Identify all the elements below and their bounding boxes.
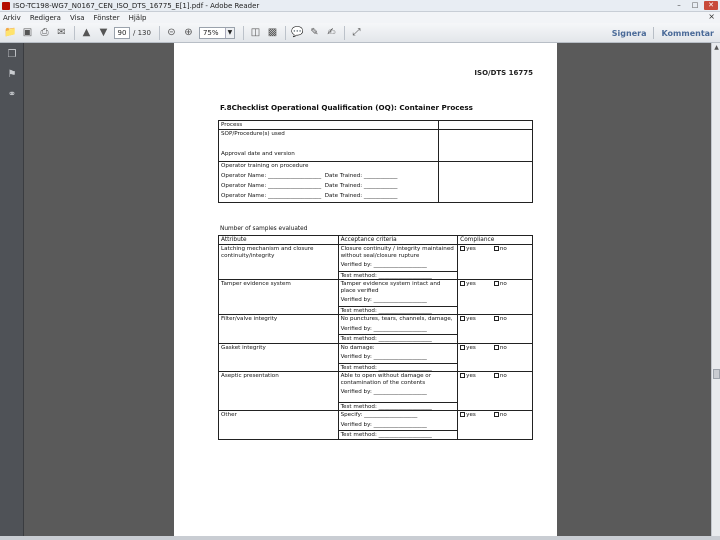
bookmarks-icon[interactable]: ⚑ — [7, 69, 17, 80]
table-row — [219, 121, 533, 130]
toolbar-divider — [243, 26, 244, 40]
verified-by: Verified by: ___________________ — [340, 389, 427, 395]
menu-bar — [0, 12, 720, 23]
table-row — [219, 245, 533, 280]
print-icon[interactable]: ⎙ — [40, 27, 49, 38]
yes-label: yes — [466, 373, 476, 379]
table-row — [219, 162, 533, 203]
criteria-cell — [338, 343, 458, 372]
sign-pen-icon[interactable]: ✍ — [327, 27, 336, 38]
yes-label: yes — [466, 344, 476, 351]
no-group — [494, 281, 507, 287]
test-method: Test method: ___________________ — [339, 363, 458, 372]
compliance-cell — [458, 245, 533, 280]
no-checkbox[interactable] — [494, 412, 499, 417]
verified-by: Verified by: ___________________ — [340, 421, 427, 428]
yes-checkbox[interactable] — [460, 345, 465, 350]
toolbar-divider — [285, 26, 286, 40]
training-label: Operator training on procedure — [221, 163, 309, 169]
toolbar-divider — [74, 26, 75, 40]
document-title: F.8Checklist Operational Qualification (OQ): Container Process — [220, 103, 473, 112]
yes-label: yes — [466, 281, 476, 287]
table-row — [219, 315, 533, 344]
test-method: Test method: ___________________ — [339, 271, 458, 280]
open-folder-icon[interactable]: 📁 — [4, 27, 17, 38]
scroll-up-icon[interactable]: ▲ — [714, 44, 719, 51]
table-row — [219, 411, 533, 440]
menu-arkiv[interactable]: Arkiv — [3, 13, 21, 22]
no-checkbox[interactable] — [494, 345, 499, 350]
criteria-cell — [338, 315, 458, 344]
navigation-panel — [0, 43, 24, 540]
no-label: no — [499, 412, 507, 418]
no-label: no — [499, 373, 507, 379]
attribute-cell: Latching mechanism and closure continuity/integrity — [219, 245, 339, 280]
menu-redigera[interactable]: Redigera — [29, 13, 61, 22]
fit-page-icon[interactable]: ◫ — [250, 27, 261, 38]
test-method: Test method: ___________________ — [339, 306, 458, 315]
yes-checkbox[interactable] — [460, 412, 465, 417]
document-id: ISO/DTS 16775 — [474, 69, 533, 77]
toolbar-divider — [344, 26, 345, 40]
criteria-text: Closure continuity / integrity maintained without seal/closure rupture — [340, 246, 454, 259]
no-label: no — [499, 246, 507, 252]
table-header-row — [219, 236, 533, 245]
yes-label: yes — [466, 246, 476, 252]
no-checkbox[interactable] — [494, 373, 499, 378]
page-thumbnails-icon[interactable]: ❐ — [7, 49, 17, 60]
zoom-in-icon[interactable]: ⊕ — [184, 27, 193, 38]
sign-button[interactable]: Signera — [611, 28, 647, 38]
close-icon[interactable]: ✕ — [704, 1, 718, 10]
info-table — [218, 120, 533, 203]
checklist-table — [218, 235, 533, 440]
attachments-icon[interactable]: ⚭ — [7, 89, 17, 100]
operator-row — [221, 181, 436, 191]
no-label: no — [499, 344, 507, 351]
operator-row — [221, 171, 436, 181]
sop-label: SOP/Procedure(s) used — [221, 131, 285, 137]
criteria-text: Able to open without damage or contamination of the contents — [340, 373, 432, 386]
no-label: no — [499, 316, 507, 322]
menu-visa[interactable]: Visa — [69, 13, 85, 22]
maximize-icon[interactable]: □ — [691, 1, 699, 9]
expand-icon[interactable]: ⤢ — [352, 27, 361, 38]
compliance-cell — [458, 372, 533, 411]
sop-approval-cell — [219, 130, 439, 162]
vertical-scrollbar[interactable] — [711, 43, 720, 540]
table-row — [219, 280, 533, 315]
empty-cell — [439, 121, 533, 130]
verified-by: Verified by: ___________________ — [340, 354, 427, 360]
highlight-icon[interactable]: ✎ — [310, 27, 319, 38]
criteria-text: Tamper evidence system intact and place verified — [340, 281, 441, 294]
verified-by: Verified by: ___________________ — [340, 325, 427, 332]
window-controls — [672, 1, 718, 10]
scrollbar-thumb[interactable] — [713, 369, 720, 379]
attribute-cell: Gasket integrity — [219, 343, 339, 372]
empty-cell — [439, 162, 533, 203]
yes-checkbox[interactable] — [460, 246, 465, 251]
menu-hjalp[interactable]: Hjälp — [128, 13, 147, 22]
no-group — [494, 412, 507, 418]
zoom-out-icon[interactable]: ⊝ — [167, 27, 176, 38]
toolbar-divider — [159, 26, 160, 40]
criteria-text: No punctures, tears, channels, damage, — [340, 316, 453, 322]
close-document-icon[interactable]: × — [708, 12, 715, 21]
no-group — [494, 373, 507, 379]
taskbar — [0, 536, 720, 540]
save-icon[interactable]: ▣ — [22, 27, 33, 38]
no-group — [494, 316, 507, 322]
table-row — [219, 343, 533, 372]
samples-label: Number of samples evaluated — [220, 226, 308, 232]
test-method: Test method: ___________________ — [339, 334, 458, 343]
page-total: / 130 — [133, 28, 151, 37]
compliance-cell — [458, 280, 533, 315]
table-row — [219, 372, 533, 411]
date-trained: Date Trained: ____________ — [324, 192, 398, 199]
criteria-cell — [338, 280, 458, 315]
compliance-cell — [458, 343, 533, 372]
adobe-reader-icon — [2, 2, 10, 10]
attribute-cell: Other — [219, 411, 339, 440]
menu-fonster[interactable]: Fönster — [93, 13, 120, 22]
email-icon[interactable]: ✉ — [57, 27, 66, 38]
yes-checkbox[interactable] — [460, 316, 465, 321]
toolbar-divider — [653, 27, 654, 39]
table-row — [219, 130, 533, 162]
header-criteria: Acceptance criteria — [338, 236, 458, 245]
no-checkbox[interactable] — [494, 316, 499, 321]
verified-by: Verified by: ___________________ — [340, 297, 427, 303]
compliance-cell — [458, 315, 533, 344]
date-trained: Date Trained: ____________ — [324, 172, 398, 179]
criteria-text: Specify: ___________________ — [340, 412, 418, 418]
no-label: no — [499, 281, 507, 287]
toolbar-right — [612, 27, 714, 39]
yes-checkbox[interactable] — [460, 373, 465, 378]
compliance-cell — [458, 411, 533, 440]
operator-name: Operator Name: ___________________ — [221, 192, 322, 199]
verified-by: Verified by: ___________________ — [340, 262, 427, 268]
minimize-icon[interactable]: – — [677, 1, 681, 9]
no-group — [494, 246, 507, 252]
yes-label: yes — [466, 412, 476, 418]
no-checkbox[interactable] — [494, 246, 499, 251]
comment-bubble-icon[interactable]: 💬 — [291, 27, 304, 38]
title-bar — [0, 0, 720, 12]
yes-label: yes — [466, 316, 476, 322]
zoom-select[interactable] — [199, 27, 235, 39]
toolbar — [0, 23, 720, 43]
attribute-cell: Tamper evidence system — [219, 280, 339, 315]
header-attribute: Attribute — [219, 236, 339, 245]
previous-page-icon[interactable]: ▲ — [82, 27, 91, 38]
attribute-cell: Aseptic presentation — [219, 372, 339, 411]
document-page — [174, 43, 557, 540]
criteria-text: No damage: — [340, 344, 375, 351]
criteria-cell — [338, 411, 458, 440]
test-method: Test method: ___________________ — [339, 402, 458, 411]
criteria-cell — [338, 245, 458, 280]
approval-label: Approval date and version — [221, 150, 295, 157]
chevron-down-icon: ▼ — [225, 28, 234, 38]
process-cell: Process — [219, 121, 439, 130]
zoom-value: 75% — [202, 28, 219, 37]
no-checkbox[interactable] — [494, 281, 499, 286]
window-title: ISO-TC198-WG7_N0167_CEN_ISO_DTS_16775_E[1].pdf - Adobe Reader — [13, 1, 260, 10]
yes-checkbox[interactable] — [460, 281, 465, 286]
empty-cell — [439, 130, 533, 162]
header-compliance: Compliance — [458, 236, 533, 245]
no-group — [494, 345, 507, 351]
operator-row — [221, 191, 436, 201]
fit-width-icon[interactable]: ▩ — [267, 27, 278, 38]
test-method: Test method: ___________________ — [339, 430, 458, 439]
operator-name: Operator Name: ___________________ — [221, 172, 322, 179]
training-cell — [219, 162, 439, 203]
operator-name: Operator Name: ___________________ — [221, 182, 322, 189]
date-trained: Date Trained: ____________ — [324, 182, 398, 189]
page-number-input[interactable]: 90 — [114, 27, 130, 39]
attribute-cell: Filter/valve integrity — [219, 315, 339, 344]
criteria-cell — [338, 372, 458, 411]
comment-button[interactable]: Kommentar — [661, 28, 714, 38]
next-page-icon[interactable]: ▼ — [99, 27, 108, 38]
